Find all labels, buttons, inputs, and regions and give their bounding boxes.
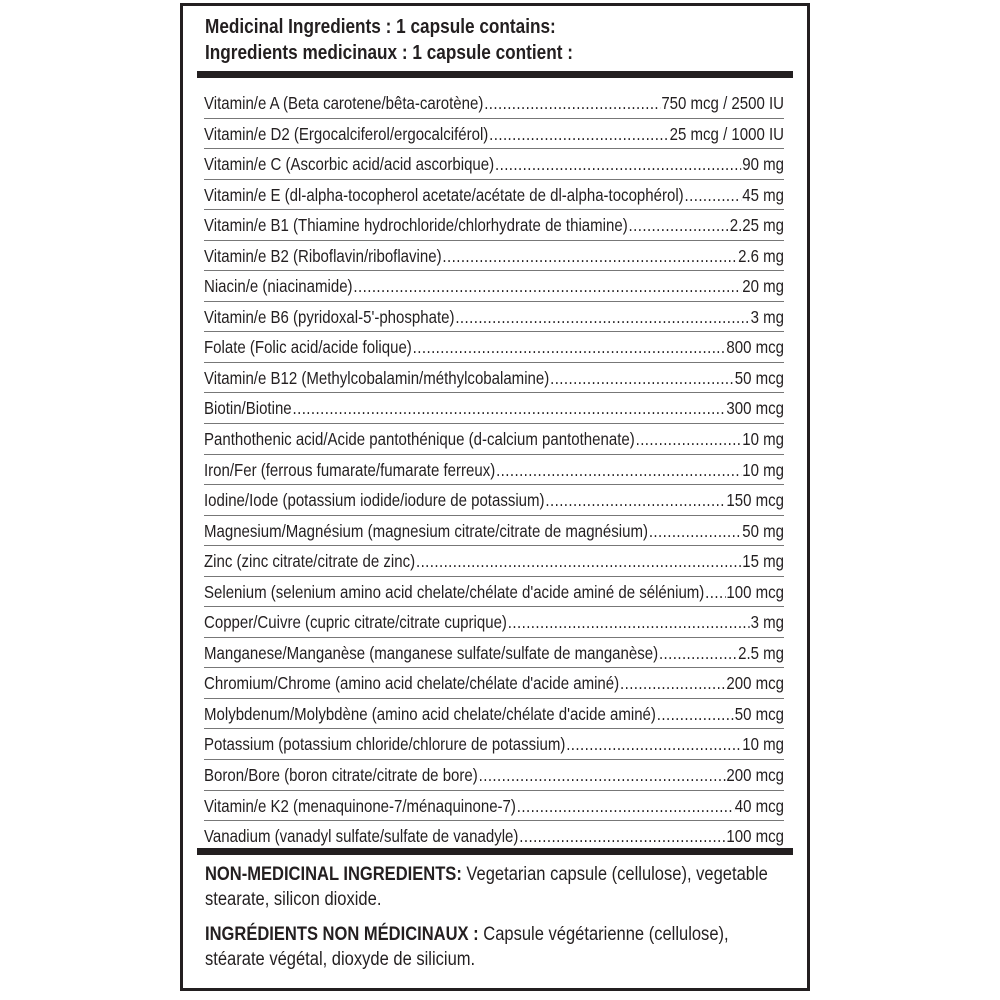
ingredient-amount: 50 mcg <box>734 703 785 724</box>
ingredient-amount: 3 mg <box>750 306 785 327</box>
ingredient-amount: 10 mg <box>742 734 785 755</box>
dot-leader <box>455 306 749 328</box>
ingredient-name: Boron/Bore (boron citrate/citrate de bore) <box>204 765 478 786</box>
dot-leader <box>519 825 725 847</box>
dot-leader <box>484 92 660 114</box>
ingredient-amount: 15 mg <box>742 551 785 572</box>
ingredient-row <box>204 119 784 150</box>
ingredient-amount: 200 mcg <box>726 765 785 786</box>
ingredient-name: Vitamin/e B2 (Riboflavin/riboflavine) <box>204 245 442 266</box>
dot-leader <box>496 459 741 481</box>
ingredient-list <box>204 88 784 852</box>
ingredient-row-content <box>204 611 784 633</box>
non-medicinal-fr-text: Capsule végétarienne (cellulose), stéarate végétal, dioxyde de silicium. <box>205 924 729 970</box>
ingredient-row <box>204 546 784 577</box>
ingredient-row-content <box>204 459 784 481</box>
ingredient-amount: 2.5 mg <box>738 642 785 663</box>
ingredient-name: Niacin/e (niacinamide) <box>204 276 353 297</box>
ingredient-row <box>204 485 784 516</box>
header-title-fr: Ingredients medicinaux : 1 capsule contient : <box>205 42 573 64</box>
ingredient-name: Selenium (selenium amino acid chelate/chélate d'acide aminé de sélénium) <box>204 581 705 602</box>
ingredient-name: Vitamin/e B6 (pyridoxal-5'-phosphate) <box>204 306 455 327</box>
ingredient-row-content <box>204 581 784 603</box>
ingredient-row <box>204 88 784 119</box>
ingredient-row-content <box>204 306 784 328</box>
header-title-en: Medicinal Ingredients : 1 capsule contains: <box>205 16 556 38</box>
ingredient-name: Magnesium/Magnésium (magnesium citrate/citrate de magnésium) <box>204 520 648 541</box>
ingredient-row <box>204 638 784 669</box>
ingredient-amount: 100 mcg <box>726 826 785 847</box>
dot-leader <box>629 214 729 236</box>
ingredient-row-content <box>204 795 784 817</box>
ingredient-name: Potassium (potassium chloride/chlorure de potassium) <box>204 734 566 755</box>
ingredient-amount: 40 mcg <box>734 795 785 816</box>
ingredient-name: Chromium/Chrome (amino acid chelate/chélate d'acide aminé) <box>204 673 620 694</box>
non-medicinal-section <box>205 862 791 982</box>
ingredient-row <box>204 455 784 486</box>
ingredient-row-content <box>204 123 784 145</box>
top-divider <box>197 71 793 78</box>
ingredient-name: Vanadium (vanadyl sulfate/sulfate de vanadyle) <box>204 826 519 847</box>
ingredient-name: Iodine/Iode (potassium iodide/iodure de potassium) <box>204 490 545 511</box>
dot-leader <box>620 672 726 694</box>
ingredient-amount: 10 mg <box>742 429 785 450</box>
dot-leader <box>508 611 750 633</box>
dot-leader <box>636 428 742 450</box>
panel-header <box>205 14 797 66</box>
ingredient-name: Folate (Folic acid/acide folique) <box>204 337 412 358</box>
ingredient-row-content <box>204 825 784 847</box>
ingredient-amount: 2.6 mg <box>738 245 785 266</box>
ingredient-amount: 300 mcg <box>726 398 785 419</box>
ingredient-amount: 800 mcg <box>726 337 785 358</box>
ingredient-row-content <box>204 245 784 267</box>
ingredient-row-content <box>204 428 784 450</box>
ingredient-name: Biotin/Biotine <box>204 398 292 419</box>
dot-leader <box>545 489 725 511</box>
dot-leader <box>659 642 737 664</box>
non-medicinal-fr-label: INGRÉDIENTS NON MÉDICINAUX : <box>205 924 479 945</box>
ingredient-row <box>204 363 784 394</box>
ingredient-row <box>204 516 784 547</box>
ingredient-amount: 3 mg <box>750 612 785 633</box>
ingredient-row-content <box>204 367 784 389</box>
ingredient-row-content <box>204 550 784 572</box>
ingredient-row <box>204 149 784 180</box>
non-medicinal-en-label: NON-MEDICINAL INGREDIENTS: <box>205 864 462 885</box>
ingredient-amount: 10 mg <box>742 459 785 480</box>
ingredient-row-content <box>204 520 784 542</box>
ingredient-amount: 750 mcg / 2500 IU <box>661 93 785 113</box>
ingredient-amount: 50 mcg <box>734 367 785 388</box>
ingredient-name: Vitamin/e C (Ascorbic acid/acid ascorbique) <box>204 154 495 175</box>
ingredient-amount: 25 mcg / 1000 IU <box>669 123 785 144</box>
ingredient-row <box>204 210 784 241</box>
dot-leader <box>649 520 742 542</box>
dot-leader <box>413 336 726 358</box>
dot-leader <box>495 153 741 175</box>
ingredient-amount: 150 mcg <box>726 490 785 511</box>
ingredient-row <box>204 302 784 333</box>
ingredients-panel <box>180 3 810 991</box>
dot-leader <box>293 397 726 419</box>
ingredient-row-content <box>204 153 784 175</box>
ingredient-amount: 100 mcg <box>726 581 785 602</box>
dot-leader <box>489 123 669 145</box>
ingredient-row <box>204 760 784 791</box>
ingredient-amount: 50 mg <box>742 520 785 541</box>
non-medicinal-en-text: Vegetarian capsule (cellulose), vegetable stearate, silicon dioxide. <box>205 864 768 910</box>
dot-leader <box>657 703 734 725</box>
ingredient-row <box>204 424 784 455</box>
ingredient-name: Vitamin/e E (dl-alpha-tocopherol acetate/acétate de dl-alpha-tocophérol) <box>204 184 684 205</box>
ingredient-row-content <box>204 184 784 206</box>
ingredient-name: Vitamin/e B12 (Methylcobalamin/méthylcobalamine) <box>204 367 550 388</box>
ingredient-row <box>204 577 784 608</box>
ingredient-amount: 2.25 mg <box>729 215 785 236</box>
ingredient-amount: 200 mcg <box>726 673 785 694</box>
dot-leader <box>353 275 741 297</box>
dot-leader <box>442 245 737 267</box>
ingredient-row <box>204 241 784 272</box>
ingredient-row <box>204 271 784 302</box>
dot-leader <box>705 581 725 603</box>
ingredient-row-content <box>204 336 784 358</box>
ingredient-row-content <box>204 397 784 419</box>
dot-leader <box>550 367 734 389</box>
ingredient-row-content <box>204 733 784 755</box>
ingredient-row-content <box>204 489 784 511</box>
ingredient-row-content <box>204 703 784 725</box>
ingredient-name: Panthothenic acid/Acide pantothénique (d-calcium pantothenate) <box>204 429 635 450</box>
non-medicinal-fr <box>205 922 791 972</box>
ingredient-row <box>204 699 784 730</box>
ingredient-name: Molybdenum/Molybdène (amino acid chelate/chélate d'acide aminé) <box>204 703 656 724</box>
ingredient-name: Copper/Cuivre (cupric citrate/citrate cuprique) <box>204 612 507 633</box>
ingredient-row <box>204 607 784 638</box>
ingredient-row-content <box>204 92 784 114</box>
ingredient-row <box>204 332 784 363</box>
dot-leader <box>685 184 742 206</box>
ingredient-name: Iron/Fer (ferrous fumarate/fumarate ferreux) <box>204 459 496 480</box>
dot-leader <box>566 733 741 755</box>
ingredient-row-content <box>204 764 784 786</box>
ingredient-amount: 45 mg <box>742 184 785 205</box>
ingredient-name: Zinc (zinc citrate/citrate de zinc) <box>204 551 416 572</box>
ingredient-amount: 90 mg <box>742 154 785 175</box>
non-medicinal-en <box>205 862 791 912</box>
ingredient-name: Vitamin/e D2 (Ergocalciferol/ergocalciférol) <box>204 123 489 144</box>
ingredient-amount: 20 mg <box>742 276 785 297</box>
ingredient-name: Manganese/Manganèse (manganese sulfate/sulfate de manganèse) <box>204 642 659 663</box>
dot-leader <box>416 550 741 572</box>
ingredient-row <box>204 729 784 760</box>
ingredient-row-content <box>204 214 784 236</box>
ingredient-row <box>204 791 784 822</box>
ingredient-row <box>204 180 784 211</box>
ingredient-name: Vitamin/e K2 (menaquinone-7/ménaquinone-7) <box>204 795 516 816</box>
ingredient-row-content <box>204 275 784 297</box>
dot-leader <box>479 764 726 786</box>
ingredient-name: Vitamin/e B1 (Thiamine hydrochloride/chlorhydrate de thiamine) <box>204 215 628 236</box>
ingredient-row <box>204 668 784 699</box>
dot-leader <box>517 795 734 817</box>
ingredient-row <box>204 393 784 424</box>
ingredient-name: Vitamin/e A (Beta carotene/bêta-carotène) <box>204 93 484 113</box>
bottom-divider <box>197 848 793 855</box>
ingredient-row-content <box>204 672 784 694</box>
ingredient-row-content <box>204 642 784 664</box>
